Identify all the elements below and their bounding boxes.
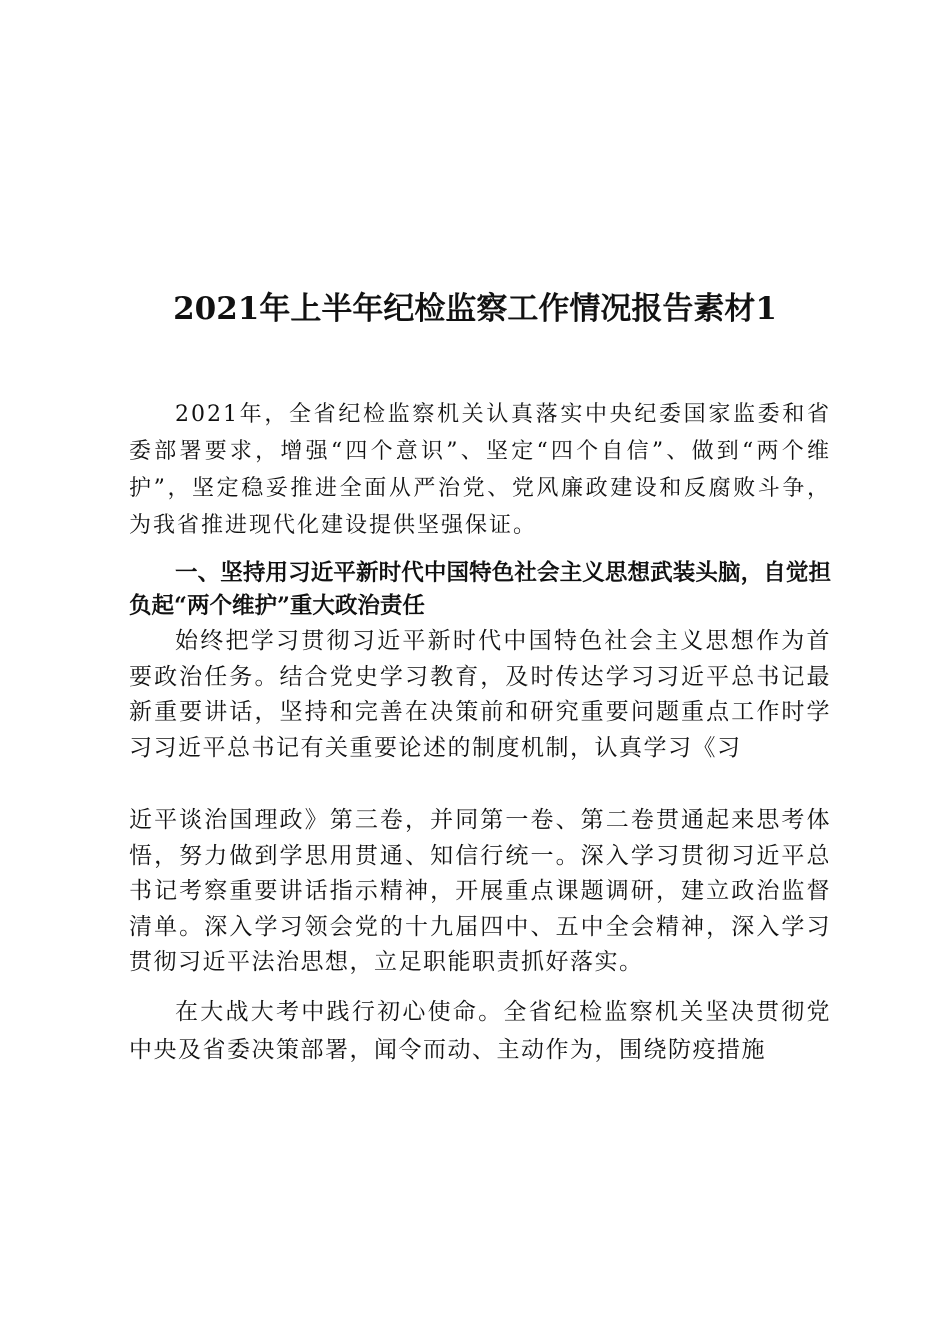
- body-paragraph-1b: 近平谈治国理政》第三卷，并同第一卷、第二卷贯通起来思考体悟，努力做到学思用贯通、知信行统一。深入学习贯彻习近平总书记考察重要讲话指示精神，开展重点课题调研，建立政治监督清单。深入学习领会党的十九届四中、五中全会精神，深入学习贯彻习近平法治思想，立足职能职责抓好落实。: [129, 807, 831, 975]
- body-paragraph-1a: 始终把学习贯彻习近平新时代中国特色社会主义思想作为首要政治任务。结合党史学习教育，及时传达学习习近平总书记最新重要讲话，坚持和完善在决策前和研究重要问题重点工作时学习习近平总书记有关重要论述的制度机制，认真学习《习: [129, 628, 831, 761]
- document-title: 2021年上半年纪检监察工作情况报告素材1: [173, 291, 777, 327]
- section-heading-1: 一、坚持用习近平新时代中国特色社会主义思想武装头脑，自觉担负起“两个维护”重大政治责任: [129, 560, 831, 619]
- intro-paragraph: 2021年，全省纪检监察机关认真落实中央纪委国家监委和省委部署要求，增强“四个意识”、坚定“四个自信”、做到“两个维护”，坚定稳妥推进全面从严治党、党风廉政建设和反腐败斗争，为我省推进现代化建设提供坚强保证。: [129, 402, 831, 538]
- body-paragraph-2: 在大战大考中践行初心使命。全省纪检监察机关坚决贯彻党中央及省委决策部署，闻令而动、主动作为，围绕防疫措施: [129, 999, 831, 1063]
